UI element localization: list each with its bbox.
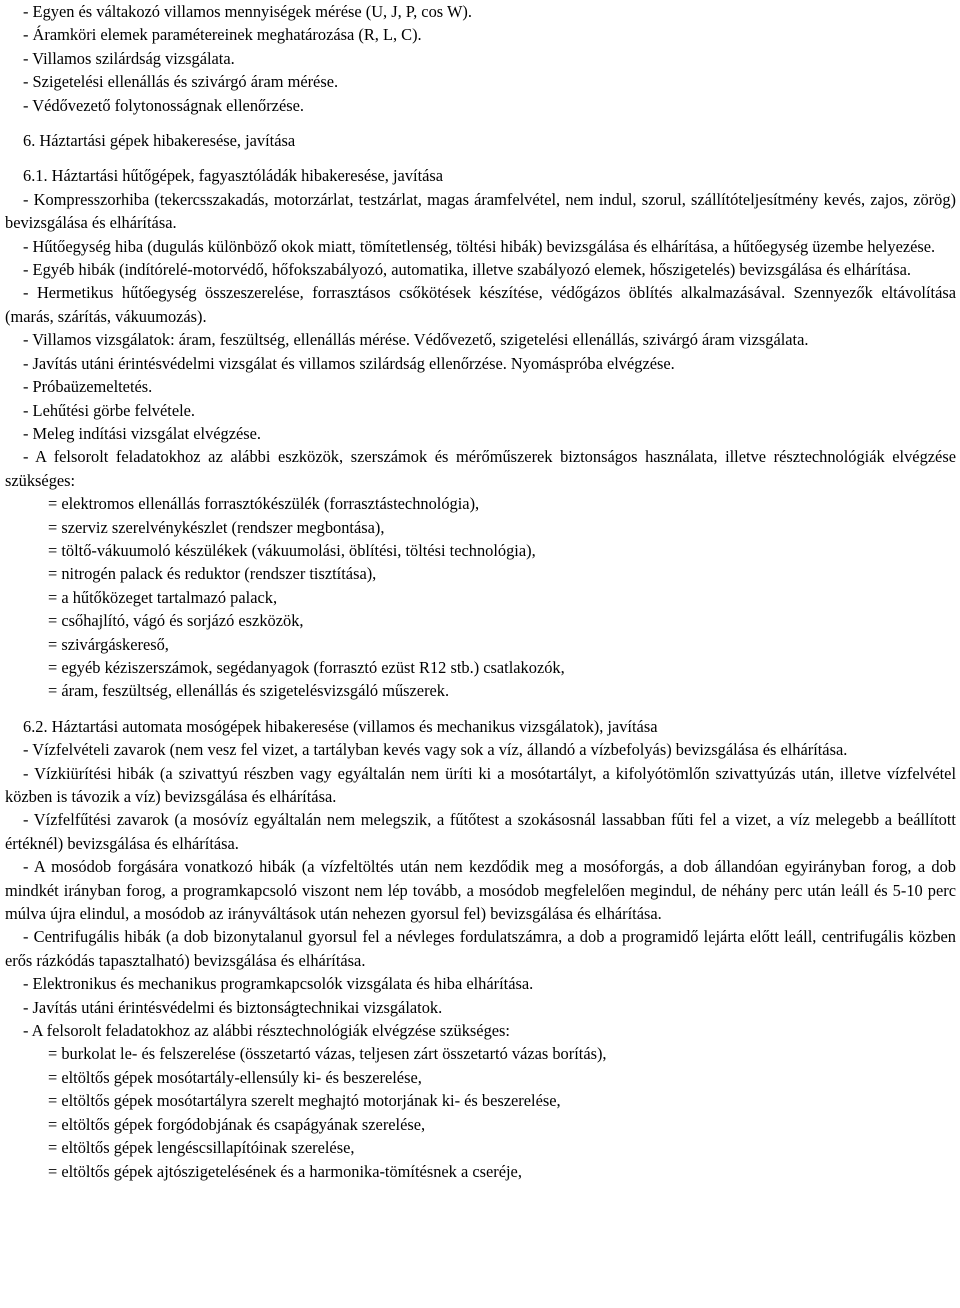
tool-item: = töltő-vákuumoló készülékek (vákuumolási, öblítési, töltési technológia),: [48, 540, 536, 560]
paragraph: - Vízkiürítési hibák (a szivattyú részben vagy egyáltalán nem üríti ki a mosótartályt, a kifolyótömlőn szivattyúzás után, illetve vízfelvétel közben is távozik a víz) bevizsgálása és elhárítása.: [5, 763, 956, 806]
section-6-2-body: [5, 738, 956, 1042]
paragraph: - Hűtőegység hiba (dugulás különböző okok miatt, tömítetlenség, töltési hibák) bevizsgálása és elhárítása, a hűtőegység üzembe helyezése.: [23, 236, 936, 256]
tools-list: [5, 492, 956, 703]
measurement-list: [5, 0, 956, 117]
paragraph: - Egyéb hibák (indítórelé-motorvédő, hőfokszabályozó, automatika, illetve szabályozó elemek, hőszigetelés) bevizsgálása és elhárítása.: [23, 260, 911, 280]
paragraph: - Villamos vizsgálatok: áram, feszültség, ellenállás mérése. Védővezető, szigetelési ellenállás, szivárgó áram vizsgálata.: [23, 330, 809, 350]
subtechnology-item: = eltöltős gépek lengéscsillapítóinak szerelése,: [48, 1138, 355, 1158]
tool-item: = áram, feszültség, ellenállás és szigetelésvizsgáló műszerek.: [48, 681, 450, 701]
paragraph: - A mosódob forgására vonatkozó hibák (a vízfeltöltés után nem kezdődik meg a mosóforgás, a dob állandóan egyirányban forog, a dob mindkét irányban forog, a programkapcsoló viszont nem lép tovább, a mosódob megfelelően megindul, de néhány perc után leáll és 5-10 perc múlva újra elindul, a mosódob az irányváltások után nehezen gyorsul fel) bevizsgálása és elhárítása.: [5, 857, 956, 924]
list-item: - Egyen és váltakozó villamos mennyiségek mérése (U, J, P, cos W).: [23, 2, 472, 21]
paragraph: - Javítás utáni érintésvédelmi és biztonságtechnikai vizsgálatok.: [23, 997, 443, 1017]
section-6-2-heading: 6.2. Háztartási automata mosógépek hibakeresése (villamos és mechanikus vizsgálatok), javítása: [23, 716, 658, 736]
paragraph: - A felsorolt feladatokhoz az alábbi eszközök, szerszámok és mérőműszerek biztonságos használata, illetve résztechnológiák elvégzése szükséges:: [5, 447, 956, 490]
subtechnology-list: [5, 1042, 956, 1182]
tool-item: = nitrogén palack és reduktor (rendszer tisztítása),: [48, 564, 377, 584]
list-item: - Védővezető folytonosságnak ellenőrzése.: [23, 95, 304, 115]
section-6-1-body: [5, 188, 956, 492]
section-6-heading: 6. Háztartási gépek hibakeresése, javítása: [23, 131, 296, 151]
list-item: - Villamos szilárdság vizsgálata.: [23, 48, 235, 68]
paragraph: - Meleg indítási vizsgálat elvégzése.: [23, 423, 262, 443]
list-item: - Szigetelési ellenállás és szivárgó áram mérése.: [23, 72, 339, 92]
subtechnology-item: = eltöltős gépek ajtószigetelésének és a harmonika-tömítésnek a cseréje,: [48, 1161, 522, 1181]
list-item: - Áramköri elemek paramétereinek meghatározása (R, L, C).: [23, 25, 422, 45]
paragraph: - Vízfelvételi zavarok (nem vesz fel vizet, a tartályban kevés vagy sok a víz, állandó a vízbefolyás) bevizsgálása és elhárítása.: [23, 740, 848, 760]
paragraph: - Lehűtési görbe felvétele.: [23, 400, 196, 420]
subtechnology-item: = burkolat le- és felszerelése (összetartó vázas, teljesen zárt összetartó vázas borítás),: [48, 1044, 607, 1064]
paragraph: - Elektronikus és mechanikus programkapcsolók vizsgálata és hiba elhárítása.: [23, 974, 534, 994]
tool-item: = a hűtőközeget tartalmazó palack,: [48, 587, 278, 607]
paragraph: - Próbaüzemeltetés.: [23, 377, 153, 397]
subtechnology-item: = eltöltős gépek mosótartály-ellensúly ki- és beszerelése,: [48, 1067, 422, 1087]
paragraph: - Kompresszorhiba (tekercsszakadás, motorzárlat, testzárlat, magas áramfelvétel, nem indul, szorul, szállítóteljesítmény kevés, zajos, zörög) bevizsgálása és elhárítása.: [5, 189, 956, 233]
tool-item: = elektromos ellenállás forrasztókészülék (forrasztástechnológia),: [48, 494, 480, 514]
paragraph: - Centrifugális hibák (a dob bizonytalanul gyorsul fel a névleges fordulatszámra, a dob a programidő lejárta előtt leáll, centrifugális közben erős rázkódás tapasztalható) bevizsgálása és elhárítása.: [5, 927, 956, 970]
paragraph: - A felsorolt feladatokhoz az alábbi résztechnológiák elvégzése szükséges:: [23, 1021, 510, 1041]
subtechnology-item: = eltöltős gépek mosótartályra szerelt meghajtó motorjának ki- és beszerelése,: [48, 1091, 561, 1111]
tool-item: = szivárgáskereső,: [48, 634, 169, 654]
paragraph: - Vízfelfűtési zavarok (a mosóvíz egyáltalán nem melegszik, a fűtőtest a szokásosnál lassabban fűti fel a vizet, a víz melegebb a beállított értéknél) bevizsgálása és elhárítása.: [5, 810, 956, 853]
paragraph: - Hermetikus hűtőegység összeszerelése, forrasztásos csőkötések készítése, védőgázos öblítés alkalmazásával. Szennyezők eltávolítása (marás, szárítás, vákuumozás).: [5, 283, 956, 326]
tool-item: = szerviz szerelvénykészlet (rendszer megbontása),: [48, 517, 385, 537]
tool-item: = csőhajlító, vágó és sorjázó eszközök,: [48, 611, 304, 631]
paragraph: - Javítás utáni érintésvédelmi vizsgálat és villamos szilárdság ellenőrzése. Nyomáspróba elvégzése.: [23, 353, 675, 373]
subtechnology-item: = eltöltős gépek forgódobjának és csapágyának szerelése,: [48, 1114, 426, 1134]
tool-item: = egyéb kéziszerszámok, segédanyagok (forrasztó ezüst R12 stb.) csatlakozók,: [48, 657, 565, 677]
section-6-1-heading: 6.1. Háztartási hűtőgépek, fagyasztóládák hibakeresése, javítása: [23, 166, 444, 186]
